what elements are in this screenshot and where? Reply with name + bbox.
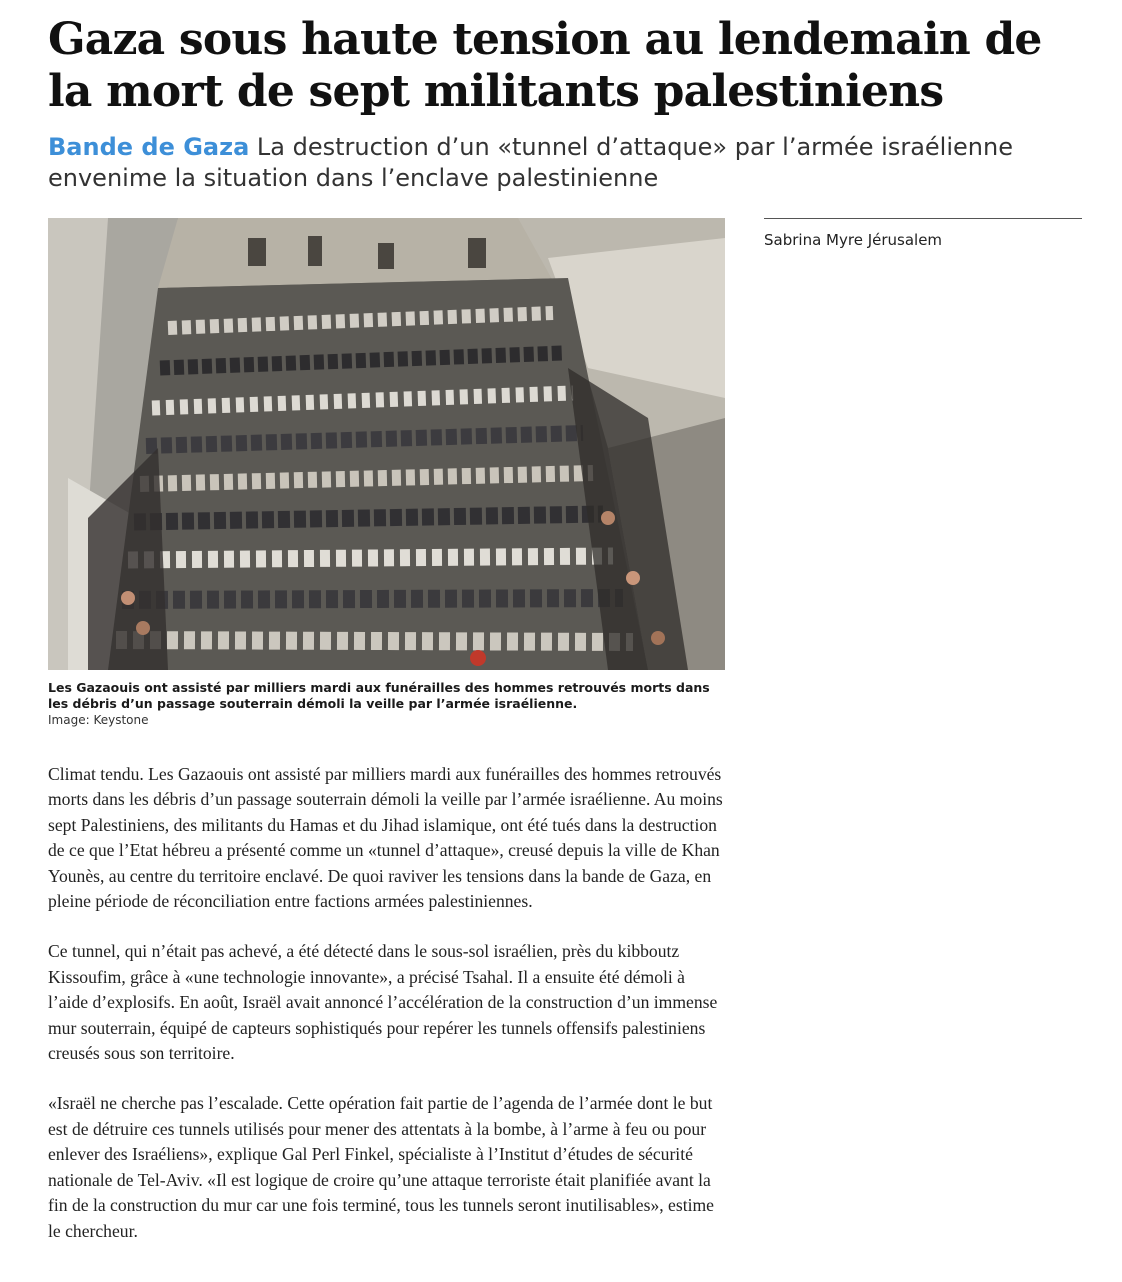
photo-caption: Les Gazaouis ont assisté par milliers mardi aux funérailles des hommes retrouvés morts dans les débris d’un passage souterrain démoli la veille par l’armée israélienne. <box>48 680 710 711</box>
sidebar <box>764 218 1082 249</box>
photo-credit: Image: Keystone <box>48 713 149 727</box>
paragraph-2: Ce tunnel, qui n’était pas achevé, a été détecté dans le sous-sol israélien, près du kibboutz Kissoufim, grâce à «une technologie innovante», a précisé Tsahal. Il a ensuite été démoli à l’aide d’explosifs. En août, Israël avait annoncé l’accélération de la construction d’un immense mur souterrain, équipé de capteurs sophistiqués pour repérer les tunnels offensifs palestiniens creusés sous son territoire. <box>48 941 718 1064</box>
paragraph-1: Climat tendu. Les Gazaouis ont assisté par milliers mardi aux funérailles des hommes retrouvés morts dans les débris d’un passage souterrain démoli la veille par l’armée israélienne. Au moins sept Palestiniens, des militants du Hamas et du Jihad islamique, ont été tués dans la destruction de ce que l’Etat hébreu a présenté comme un «tunnel d’attaque», creusé depuis la ville de Khan Younès, au centre du territoire enclavé. De quoi raviver les tensions dans la bande de Gaza, en pleine période de réconciliation entre factions armées palestiniennes. <box>48 764 723 912</box>
paragraph-3: «Israël ne cherche pas l’escalade. Cette opération fait partie de l’agenda de l’armée dont le but est de détruire ces tunnels utilisés pour mener des attentats à la bombe, à l’arme à feu ou pour enlever des Israéliens», explique Gal Perl Finkel, spécialiste à l’Institut d’études de sécurité nationale de Tel-Aviv. «Il est logique de croire qu’une attaque terroriste était planifiée avant la fin de la construction du mur car une fois terminé, tous les tunnels seront inutilisables», estime le chercheur. <box>48 1093 714 1241</box>
article <box>48 14 1088 194</box>
lead-text: La destruction d’un «tunnel d’attaque» par l’armée israélienne envenime la situation dans l’enclave palestinienne <box>48 133 1013 192</box>
article-body <box>48 762 725 1244</box>
lead <box>48 132 1028 194</box>
author-byline[interactable]: Sabrina Myre Jérusalem <box>764 231 943 249</box>
kicker[interactable]: Bande de Gaza <box>48 133 250 161</box>
funeral-photo[interactable] <box>48 218 725 670</box>
headline: Gaza sous haute tension au lendemain de la mort de sept militants palestiniens <box>48 14 1042 117</box>
main-column <box>48 218 725 1269</box>
